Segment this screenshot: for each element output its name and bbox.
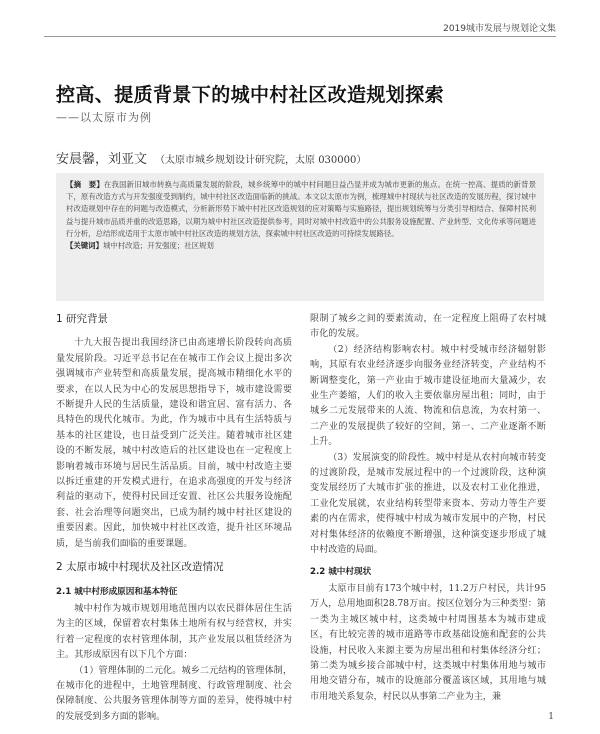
article-title: 控高、提质背景下的城中村社区改造规划探索	[56, 84, 445, 106]
page-header	[0, 0, 600, 44]
header-rule	[44, 36, 556, 37]
abstract-label: 【摘 要】	[66, 180, 104, 189]
subsection-heading-2-1: 2.1 城中村形成原因和基本特征	[56, 586, 178, 597]
journal-name: 2019城市发展与规划论文集	[443, 24, 556, 34]
keywords-text: 城中村改造；开发强度；社区规划	[102, 241, 214, 251]
keywords-line	[66, 240, 536, 252]
paragraph: 城中村作为城市规划用地范围内以农民群体居住生活为主的区域，保留着农村集体土地所有权与经营权，并实行着一定程度的农村管理体制，其产业发展以租赁经济为主。其形成原因有以下几个方面：	[56, 603, 292, 661]
paragraph: 太原市目前有173个城中村，11.2万户村民，共计95万人，总用地面积28.78万亩。按区位划分为三种类型：第一类为主城区城中村，这类城中村周围基本为城市建成区，有比较完善的城市道路等市政基础设施和配套的公共设施，村民收入来源主要为房屋出租和村集体经济分红；第二类为城乡接合部城中村，这类城中村集体用地与城市用地交错分布，城市的设施部分覆盖该区域，其用地与城市用地关系复杂，村民以从事第二产业为主，兼	[310, 583, 546, 702]
paragraph: （2）经济结构影响农村。城中村受城市经济辐射影响，其原有农业经济逐步向服务业经济转变，产业结构不断调整变化，第一产业由于城市建设征地而大量减少，农业生产萎缩，人们的收入主要依靠房屋出租；同时，由于城乡二元发展带来的人流、物流和信息流，为农村第一、二产业的发展提供了较好的空间，第一、二产业逐渐不断上升。	[310, 344, 546, 448]
section-heading-2: 2 太原市城中村现状及社区改造情况	[56, 561, 224, 574]
page-number: 1	[548, 712, 554, 722]
abstract-text: 在我国新旧城市转换与高质量发展的阶段，城乡统筹中的城中村问题日益凸显并成为城市更新的焦点。在统一控高、提质的新背景下，原有改造方式与开发强度受到制约，城中村社区改造面临新的挑战。本文以太原市为例，梳理城中村现状与社区改造的发展历程，探讨城中村改造规划中存在的问题与改造模式，分析新形势下城中村社区改造规划的应对策略与实施路径，提出规划统筹与分类引导相结合、保障村民利益与提升城市品质并重的改造思路，以期为城中村社区改造提供参考，同时对城中村改造中的公共服务设施配置、产业转型、文化传承等问题进行分析，总结形成适用于太原市城中村社区改造的规划方法，探索城中村社区改造的可持续发展路径。	[66, 180, 536, 238]
author-line	[56, 148, 366, 167]
paragraph: （3）发展演变的阶段性。城中村是从农村向城市转变的过渡阶段，是城市发展过程中的一个过渡阶段，这种演变发展经历了大城市扩张的推进，以及农村工业化推进，工业化发展就，农业结构转型带来资本、劳动力等生产要素的内在需求，使得城中村成为城市发展中的产物，村民对村集体经济的依赖度不断增强，这种演变逐步形成了城中村改造的局面。	[310, 452, 546, 556]
author-names: 安晨馨，刘亚文	[56, 152, 148, 167]
paragraph: 限制了城乡之间的要素流动，在一定程度上阻碍了农村城市化的发展。	[310, 314, 546, 340]
abstract-box	[56, 173, 544, 301]
keywords-label: 【关键词】	[66, 241, 103, 251]
subsection-heading-2-2: 2.2 城中村现状	[310, 566, 372, 577]
author-affiliation: （太原市城乡规划设计研究院，太原 030000）	[155, 155, 367, 166]
abstract-paragraph	[66, 179, 536, 240]
right-column	[310, 312, 546, 705]
paragraph: 十九大报告提出我国经济已由高速增长阶段转向高质量发展阶段。习近平总书记在在城市工作会议上提出多次强调城市产业转型和高质量发展，提高城市精细化水平的要求，在以人民为中心的发展思想指导下，城市建设需要不断提升人民的生活质量，建设和谐宜居、富有活力、各具特色的现代化城市。为此，作为城市中具有生活特质与基本的社区建设，也日益受到广泛关注。随着城市社区建设的不断发展，城中村改造后的社区建设也在一定程度上影响着城市环境与居民生活品质。目前，城中村改造主要以拆迁重建的开发模式进行，在追求高强度的开发与经济利益的驱动下，使得村民回迁安置、社区公共服务设施配套、社会治理等问题突出，已成为制约城中村社区建设的重要因素。因此，加快城中村社区改造，提升社区环境品质，是当前我们面临的重要课题。	[56, 338, 292, 549]
section-heading-1: 1 研究背景	[56, 313, 109, 325]
article-subtitle: ——以太原市为例	[56, 111, 152, 124]
left-column	[56, 312, 292, 725]
paragraph: （1）管理体制的二元化。城乡二元结构的管理体制，在城市化的进程中，土地管理制度、行政管理制度、社会保障制度、公共服务管理体制等方面的差异，使得城中村的发展受到多方面的影响。	[56, 665, 292, 722]
